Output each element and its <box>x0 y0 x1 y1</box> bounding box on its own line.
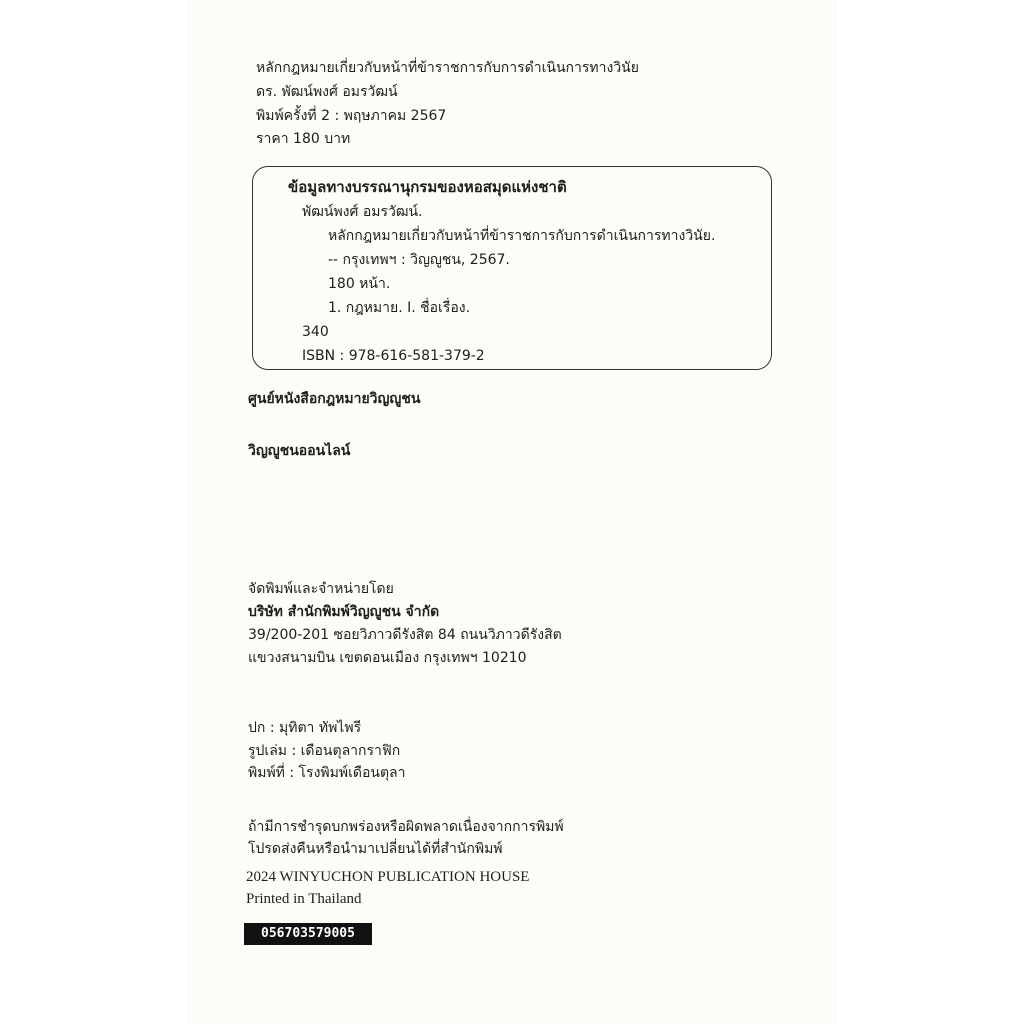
price: ราคา 180 บาท <box>256 131 351 147</box>
printed-in: Printed in Thailand <box>246 891 362 907</box>
publisher-label: จัดพิมพ์และจำหน่ายโดย <box>248 581 394 597</box>
barcode-number-label: 056703579005 <box>244 923 372 945</box>
credit-layout: รูปเล่ม : เดือนตุลากราฟิก <box>248 743 401 759</box>
cip-pages: 180 หน้า. <box>328 276 391 292</box>
publisher-name: บริษัท สำนักพิมพ์วิญญูชน จำกัด <box>248 604 440 620</box>
online-name: วิญญูชนออนไลน์ <box>248 443 351 459</box>
author-name: ดร. พัฒน์พงศ์ อมรวัฒน์ <box>256 84 398 100</box>
credit-printer: พิมพ์ที่ : โรงพิมพ์เดือนตุลา <box>248 765 406 781</box>
notice-line-2: โปรดส่งคืนหรือนำมาเปลี่ยนได้ที่สำนักพิมพ์ <box>248 841 503 857</box>
publisher-address-2: แขวงสนามบิน เขตดอนเมือง กรุงเทพฯ 10210 <box>248 650 527 666</box>
cip-imprint: -- กรุงเทพฯ : วิญญูชน, 2567. <box>328 252 510 268</box>
notice-line-1: ถ้ามีการชำรุดบกพร่องหรือผิดพลาดเนื่องจากการพิมพ์ <box>248 819 564 835</box>
cip-class-number: 340 <box>302 324 329 340</box>
publisher-address-1: 39/200-201 ซอยวิภาวดีรังสิต 84 ถนนวิภาวดีรังสิต <box>248 627 562 643</box>
cip-author: พัฒน์พงศ์ อมรวัฒน์. <box>302 204 423 220</box>
edition-info: พิมพ์ครั้งที่ 2 : พฤษภาคม 2567 <box>256 108 447 124</box>
cip-title: หลักกฎหมายเกี่ยวกับหน้าที่ข้าราชการกับการดำเนินการทางวินัย. <box>328 228 716 244</box>
cip-subjects: 1. กฎหมาย. I. ชื่อเรื่อง. <box>328 300 471 316</box>
cip-heading: ข้อมูลทางบรรณานุกรมของหอสมุดแห่งชาติ <box>288 178 567 196</box>
credit-cover: ปก : มุทิตา ทัพไพรี <box>248 720 362 736</box>
center-name: ศูนย์หนังสือกฎหมายวิญญูชน <box>248 391 421 407</box>
copyright-line: 2024 WINYUCHON PUBLICATION HOUSE <box>246 869 530 885</box>
cip-isbn: ISBN : 978-616-581-379-2 <box>302 348 485 364</box>
book-title: หลักกฎหมายเกี่ยวกับหน้าที่ข้าราชการกับการดำเนินการทางวินัย <box>256 60 639 76</box>
